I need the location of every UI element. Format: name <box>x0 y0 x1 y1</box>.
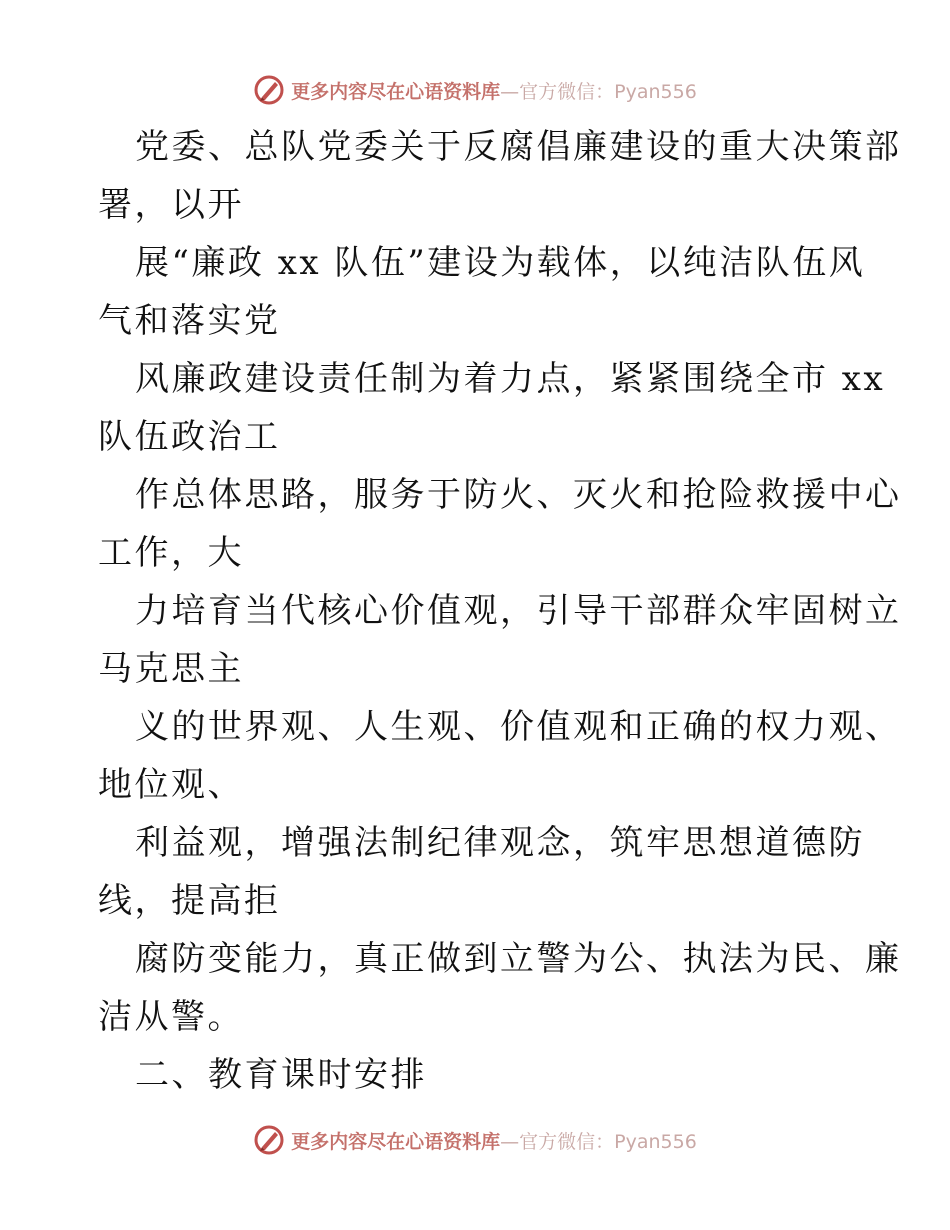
watermark-text: 更多内容尽在心语资料库—官方微信：Pyan556 <box>291 80 697 103</box>
pen-logo-icon <box>253 74 285 106</box>
text-line: 义的世界观、人生观、价值观和正确的权力观、 <box>135 707 902 747</box>
text-line: 腐防变能力，真正做到立警为公、执法为民、廉 <box>135 939 902 979</box>
text-line: 党委、总队党委关于反腐倡廉建设的重大决策部 <box>135 127 902 167</box>
section-heading: 二、教育课时安排 <box>135 1055 427 1095</box>
text-line: 作总体思路，服务于防火、灭火和抢险救援中心 <box>135 475 902 515</box>
text-line: 线，提高拒 <box>98 881 281 921</box>
header-watermark <box>0 70 950 110</box>
text-line: 力培育当代核心价值观，引导干部群众牢固树立 <box>135 591 902 631</box>
text-line: 马克思主 <box>98 649 244 689</box>
text-line: 地位观、 <box>98 765 244 805</box>
pen-logo-icon <box>253 1124 285 1156</box>
text-line: 风廉政建设责任制为着力点，紧紧围绕全市 xx <box>135 359 886 399</box>
text-line: 气和落实党 <box>98 301 281 341</box>
text-line: 利益观，增强法制纪律观念，筑牢思想道德防 <box>135 823 865 863</box>
text-line: 署，以开 <box>98 185 244 225</box>
watermark-text: 更多内容尽在心语资料库—官方微信：Pyan556 <box>291 1130 697 1153</box>
text-line: 洁从警。 <box>98 997 244 1037</box>
text-line: 工作，大 <box>98 533 244 573</box>
text-line: 展“廉政 xx 队伍”建设为载体，以纯洁队伍风 <box>135 243 866 283</box>
footer-watermark <box>0 1120 950 1160</box>
text-line: 队伍政治工 <box>98 417 281 457</box>
